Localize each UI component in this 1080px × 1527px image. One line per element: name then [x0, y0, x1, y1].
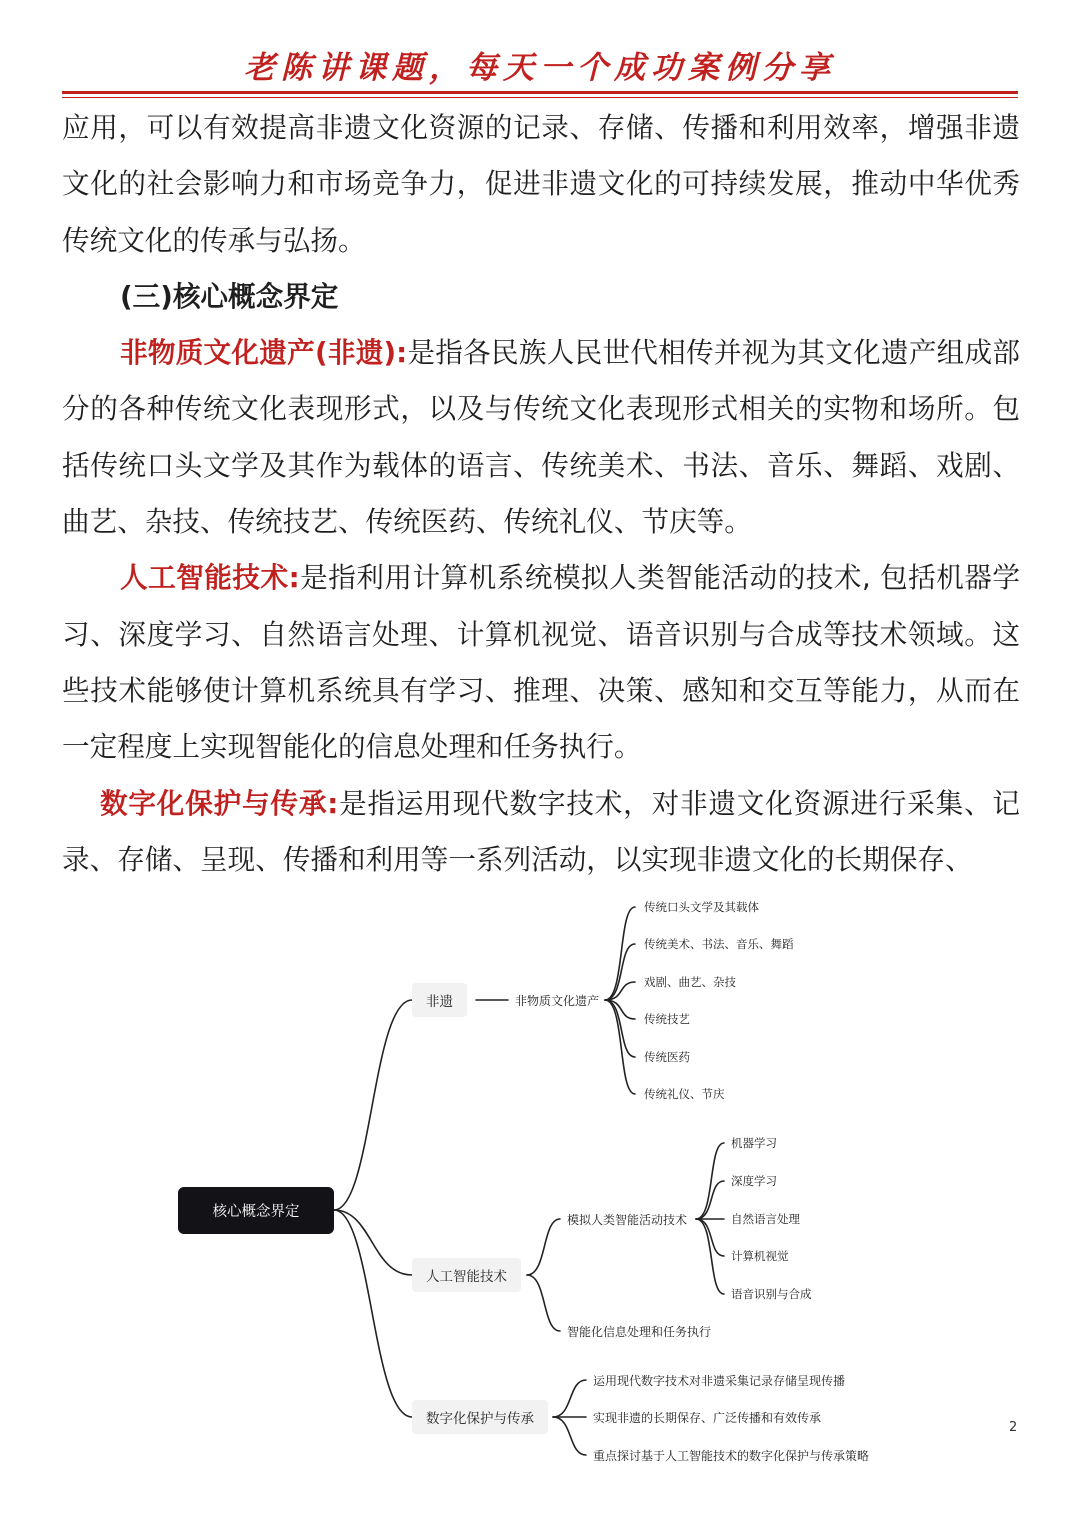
definition-paragraph — [62, 776, 1020, 889]
subbranch-node: 重点探讨基于人工智能技术的数字化保护与传承策略 — [593, 1449, 870, 1463]
connector-leaf — [605, 1000, 635, 1094]
definition-paragraph — [62, 550, 1020, 775]
subbranch-node: 非物质文化遗产 — [515, 994, 600, 1008]
mind-map-connectors — [0, 885, 1080, 1485]
connector-leaf — [696, 1143, 724, 1219]
definition-term: 非物质文化遗产(非遗): — [120, 336, 408, 370]
subbranch-node: 实现非遗的长期保存、广泛传播和有效传承 — [593, 1411, 822, 1425]
subbranch-node: 模拟人类智能活动技术 — [567, 1213, 688, 1227]
branch-node-ai: 人工智能技术 — [412, 1258, 521, 1292]
definition-paragraph — [62, 325, 1020, 550]
definition-term: 数字化保护与传承: — [100, 786, 339, 820]
connector-digital-child — [553, 1380, 586, 1417]
connector-ai-child — [527, 1219, 560, 1275]
leaf-node: 传统礼仪、节庆 — [644, 1087, 725, 1101]
leaf-node: 传统美术、书法、音乐、舞蹈 — [644, 937, 794, 951]
definition-text: 是指利用计算机系统模拟人类智能活动的技术, 包括机器学习、深度学习、自然语言处理、计算机视觉、语音识别与合成等技术领域。这些技术能够使计算机系统具有学习、推理、决策、感知和交互等能力，从而在一定程度上实现智能化的信息处理和任务执行。 — [62, 561, 1020, 764]
subbranch-node: 运用现代数字技术对非遗采集记录存储呈现传播 — [593, 1374, 846, 1388]
connector-leaf — [605, 907, 635, 1000]
mind-map — [0, 885, 1080, 1485]
definition-text: 是指各民族人民世代相传并视为其文化遗产组成部分的各种传统文化表现形式，以及与传统文化表现形式相关的实物和场所。包括传统口头文学及其作为载体的语言、传统美术、书法、音乐、舞蹈、戏剧、曲艺、杂技、传统技艺、传统医药、传统礼仪、节庆等。 — [62, 336, 1020, 539]
section-heading: (三)核心概念界定 — [120, 279, 339, 313]
document-body — [62, 100, 1020, 888]
header-divider-thin — [62, 97, 1018, 98]
leaf-node: 传统口头文学及其载体 — [644, 900, 759, 914]
connector-digital-child — [553, 1417, 586, 1455]
leaf-node: 戏剧、曲艺、杂技 — [644, 975, 736, 989]
header-divider — [62, 91, 1018, 94]
connector-root-to-feiyi — [334, 1000, 412, 1210]
connector-root-to-ai — [334, 1210, 412, 1275]
leaf-node: 自然语言处理 — [731, 1212, 800, 1226]
definition-term: 人工智能技术: — [120, 561, 300, 595]
leaf-node: 传统医药 — [644, 1050, 690, 1064]
intro-paragraph: 应用，可以有效提高非遗文化资源的记录、存储、传播和利用效率，增强非遗文化的社会影响力和市场竞争力，促进非遗文化的可持续发展，推动中华优秀传统文化的传承与弘扬。 — [62, 111, 1020, 257]
mind-map-root-node: 核心概念界定 — [178, 1187, 334, 1234]
connector-root-to-digital — [334, 1210, 412, 1417]
connector-leaf — [696, 1219, 724, 1294]
leaf-node: 传统技艺 — [644, 1012, 690, 1026]
connector-ai-child — [527, 1275, 560, 1331]
leaf-node: 深度学习 — [731, 1174, 777, 1188]
definition-text: 是指运用现代数字技术，对非遗文化资源进行采集、记录、存储、呈现、传播和利用等一系列活动，以实现非遗文化的长期保存、 — [62, 786, 1020, 876]
page-number: 2 — [1009, 1420, 1018, 1435]
branch-node-feiyi: 非遗 — [412, 983, 467, 1017]
leaf-node: 计算机视觉 — [731, 1249, 789, 1263]
page-header-title: 老陈讲课题，每天一个成功案例分享 — [244, 50, 836, 86]
subbranch-node: 智能化信息处理和任务执行 — [567, 1325, 712, 1339]
leaf-node: 语音识别与合成 — [731, 1287, 812, 1301]
branch-node-digital: 数字化保护与传承 — [412, 1400, 548, 1434]
leaf-node: 机器学习 — [731, 1136, 777, 1150]
